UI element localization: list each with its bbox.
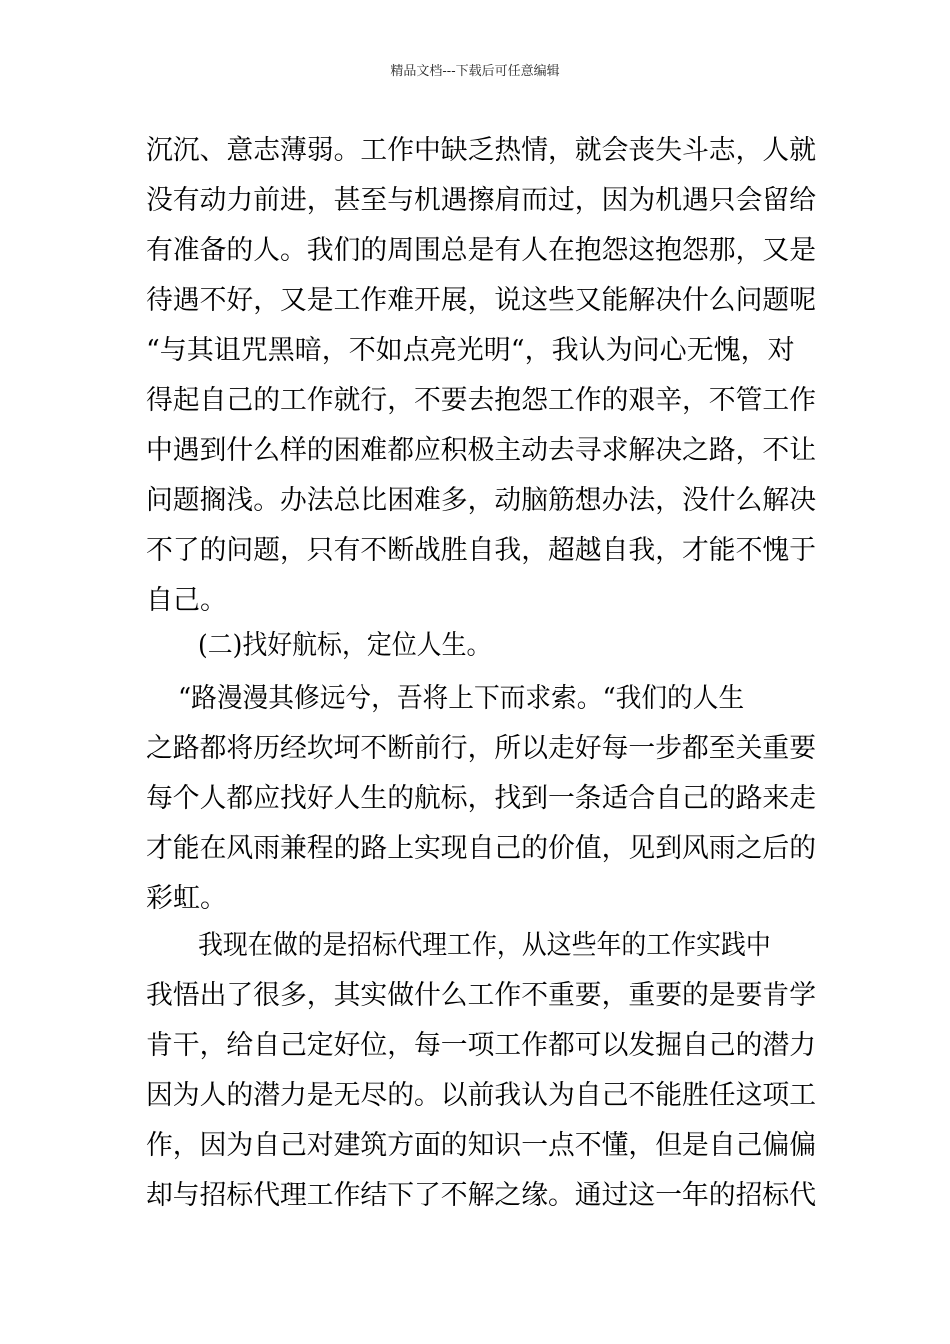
text-line: 肯干，给自己定好位，每一项工作都可以发掘自己的潜力 xyxy=(146,1030,817,1061)
text-line: 自己。 xyxy=(146,585,227,616)
text-line: 没有动力前进，甚至与机遇擦肩而过，因为机遇只会留给 xyxy=(146,185,817,216)
text-line: 作，因为自己对建筑方面的知识一点不懂，但是自己偏偏 xyxy=(146,1130,817,1161)
text-line: 我现在做的是招标代理工作，从这些年的工作实践中 xyxy=(198,930,771,961)
text-line: 因为人的潜力是无尽的。以前我认为自己不能胜任这项工 xyxy=(146,1080,817,1111)
page-header: 精品文档---下载后可任意编辑 xyxy=(390,64,560,79)
section-heading: (二)找好航标，定位人生。 xyxy=(198,630,492,661)
text-line: 却与招标代理工作结下了不解之缘。通过这一年的招标代 xyxy=(146,1180,817,1211)
text-line: 之路都将历经坎坷不断前行，所以走好每一步都至关重要 xyxy=(146,733,817,764)
text-line: “与其诅咒黑暗，不如点亮光明“，我认为问心无愧，对 xyxy=(146,335,795,366)
text-line: 沉沉、意志薄弱。工作中缺乏热情，就会丧失斗志，人就 xyxy=(146,135,817,166)
text-line: “路漫漫其修远兮，吾将上下而求索。“我们的人生 xyxy=(178,683,745,714)
text-line: 彩虹。 xyxy=(146,883,227,914)
text-line: 中遇到什么样的困难都应积极主动去寻求解决之路，不让 xyxy=(146,435,817,466)
text-line: 不了的问题，只有不断战胜自我，超越自我，才能不愧于 xyxy=(146,535,817,566)
text-line: 才能在风雨兼程的路上实现自己的价值，见到风雨之后的 xyxy=(146,833,817,864)
text-line: 有准备的人。我们的周围总是有人在抱怨这抱怨那，又是 xyxy=(146,235,817,266)
text-line: 问题搁浅。办法总比困难多，动脑筋想办法，没什么解决 xyxy=(146,485,817,516)
text-line: 得起自己的工作就行，不要去抱怨工作的艰辛，不管工作 xyxy=(146,385,817,416)
text-line: 待遇不好，又是工作难开展，说这些又能解决什么问题呢 xyxy=(146,285,817,316)
text-line: 我悟出了很多，其实做什么工作不重要，重要的是要肯学 xyxy=(146,980,817,1011)
text-line: 每个人都应找好人生的航标，找到一条适合自己的路来走 xyxy=(146,783,817,814)
